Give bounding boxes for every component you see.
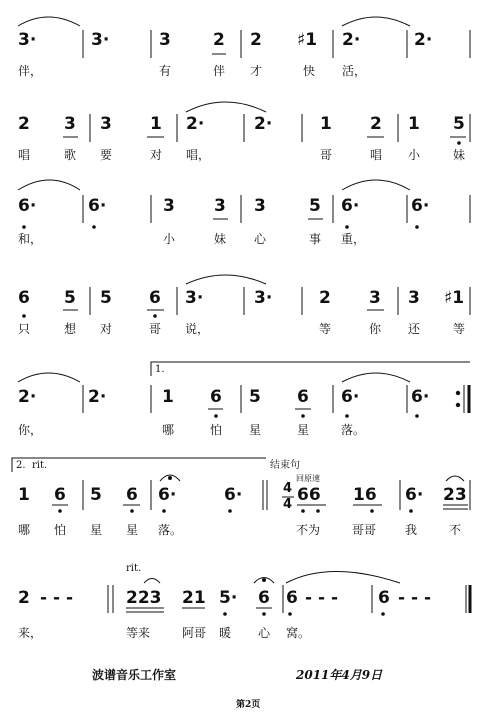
note: 2·	[18, 387, 37, 407]
lyric: 心	[258, 626, 271, 640]
note: 2	[250, 30, 262, 50]
lyric: 伴，	[18, 64, 43, 78]
time-signature-bottom: 4	[283, 497, 293, 512]
note: 3	[254, 196, 266, 216]
note: 16	[353, 485, 377, 505]
note: 21	[182, 588, 206, 608]
note: 2·	[254, 114, 273, 134]
note: 3	[100, 114, 112, 134]
lyric: 小	[408, 148, 421, 162]
lyric: 歌	[64, 148, 77, 162]
note: 3	[64, 114, 76, 134]
lyric: 不	[449, 523, 462, 537]
lyric: 心	[254, 232, 267, 246]
lyric: 要	[100, 148, 113, 162]
lyric: 我	[405, 523, 418, 537]
note: 3·	[18, 30, 37, 50]
note: 6	[258, 588, 270, 608]
lyric: 哥哥	[352, 523, 377, 537]
lyric: 活，	[342, 64, 367, 78]
note: 3	[159, 30, 171, 50]
lyric: 和，	[18, 232, 43, 246]
lyric: 哥	[149, 322, 162, 336]
lyric: 唱，	[186, 148, 211, 162]
lyric: 说，	[185, 322, 210, 336]
ritardando-mark: rit.	[126, 563, 142, 574]
note: 3	[214, 196, 226, 216]
note: ♯1	[297, 30, 318, 50]
note: 23	[443, 485, 467, 505]
lyric: 阿哥	[182, 626, 207, 640]
lyric: 不为	[296, 523, 321, 537]
note: 2	[18, 588, 30, 608]
lyric: 哪	[162, 423, 175, 437]
note: 6	[210, 387, 222, 407]
volta-label: 1.	[155, 364, 165, 375]
note: 2·	[414, 30, 433, 50]
lyric: 对	[100, 322, 113, 336]
note: 5	[90, 485, 102, 505]
note: 1	[408, 114, 420, 134]
lyric: 星	[90, 523, 103, 537]
lyric: 唱	[18, 148, 31, 162]
lyric: 对	[150, 148, 163, 162]
note: 2·	[342, 30, 361, 50]
time-signature-top: 4	[283, 481, 293, 496]
note: 2	[370, 114, 382, 134]
note: 2	[319, 288, 331, 308]
note: 1	[320, 114, 332, 134]
lyric: 星	[249, 423, 262, 437]
lyric: 落。	[158, 523, 183, 537]
lyric: 快	[303, 64, 316, 78]
note: 3	[369, 288, 381, 308]
lyric: 星	[297, 423, 310, 437]
lyric: 才	[250, 64, 263, 78]
note: 66	[297, 485, 321, 505]
lyric: 你，	[18, 423, 43, 437]
note: 2·	[88, 387, 107, 407]
lyric: 怕	[54, 523, 67, 537]
note: 6·	[341, 196, 360, 216]
note: 6·	[341, 387, 360, 407]
lyric: 你	[369, 322, 382, 336]
lyric: 等来	[126, 626, 151, 640]
note: - - -	[398, 588, 432, 608]
note: 6·	[405, 485, 424, 505]
lyric: 事	[309, 232, 322, 246]
note: 6	[54, 485, 66, 505]
note: 5	[309, 196, 321, 216]
lyric: 等	[319, 322, 332, 336]
ritardando-mark: rit.	[32, 460, 48, 471]
note: 6	[297, 387, 309, 407]
lyric: 想	[64, 322, 77, 336]
note: 6·	[88, 196, 107, 216]
page-number: 第2页	[236, 700, 261, 710]
lyric: 小	[163, 232, 176, 246]
note: 3	[163, 196, 175, 216]
note: 2	[213, 30, 225, 50]
note: 6·	[18, 196, 37, 216]
lyric: 唱	[370, 148, 383, 162]
note: 6	[149, 288, 161, 308]
note: 5	[453, 114, 465, 134]
lyric: 哥	[320, 148, 333, 162]
note: 2·	[186, 114, 205, 134]
lyric: 哪	[18, 523, 31, 537]
note: 6·	[411, 196, 430, 216]
note: 3·	[185, 288, 204, 308]
lyric: 落。	[341, 423, 366, 437]
lyric: 等	[453, 322, 466, 336]
note: 3	[408, 288, 420, 308]
lyric: 伴	[213, 64, 226, 78]
lyric: 只	[18, 322, 31, 336]
note: 6·	[224, 485, 243, 505]
note: 6	[18, 288, 30, 308]
note: 5	[249, 387, 261, 407]
note: 5	[100, 288, 112, 308]
lyric: 窝。	[286, 626, 311, 640]
lyric: 妹	[453, 148, 466, 162]
note: 6·	[158, 485, 177, 505]
tempo-mark: 回原速	[296, 474, 320, 483]
note: - - -	[305, 588, 339, 608]
note: 6	[378, 588, 390, 608]
lyric: 有	[159, 64, 172, 78]
note: 5	[64, 288, 76, 308]
note: 6·	[411, 387, 430, 407]
lyric: 暖	[219, 626, 232, 640]
lyric: 重，	[341, 232, 366, 246]
note: 5·	[219, 588, 238, 608]
lyric: 星	[126, 523, 139, 537]
note: ♯1	[444, 288, 465, 308]
note: 1	[18, 485, 30, 505]
lyric: 来，	[18, 626, 43, 640]
note: - - -	[40, 588, 74, 608]
lyric: 怕	[210, 423, 223, 437]
lyric: 妹	[214, 232, 227, 246]
coda-label: 结束句	[270, 460, 300, 471]
studio-credit: 波谱音乐工作室	[92, 668, 177, 682]
note: 1	[150, 114, 162, 134]
note: 6	[126, 485, 138, 505]
note: 223	[126, 588, 162, 608]
note: 3·	[91, 30, 110, 50]
volta-label: 2.	[16, 460, 26, 471]
note: 6	[286, 588, 298, 608]
publish-date: 2011年4月9日	[296, 668, 383, 682]
note: 3·	[254, 288, 273, 308]
lyric: 还	[408, 322, 421, 336]
note: 1	[162, 387, 174, 407]
note: 2	[18, 114, 30, 134]
